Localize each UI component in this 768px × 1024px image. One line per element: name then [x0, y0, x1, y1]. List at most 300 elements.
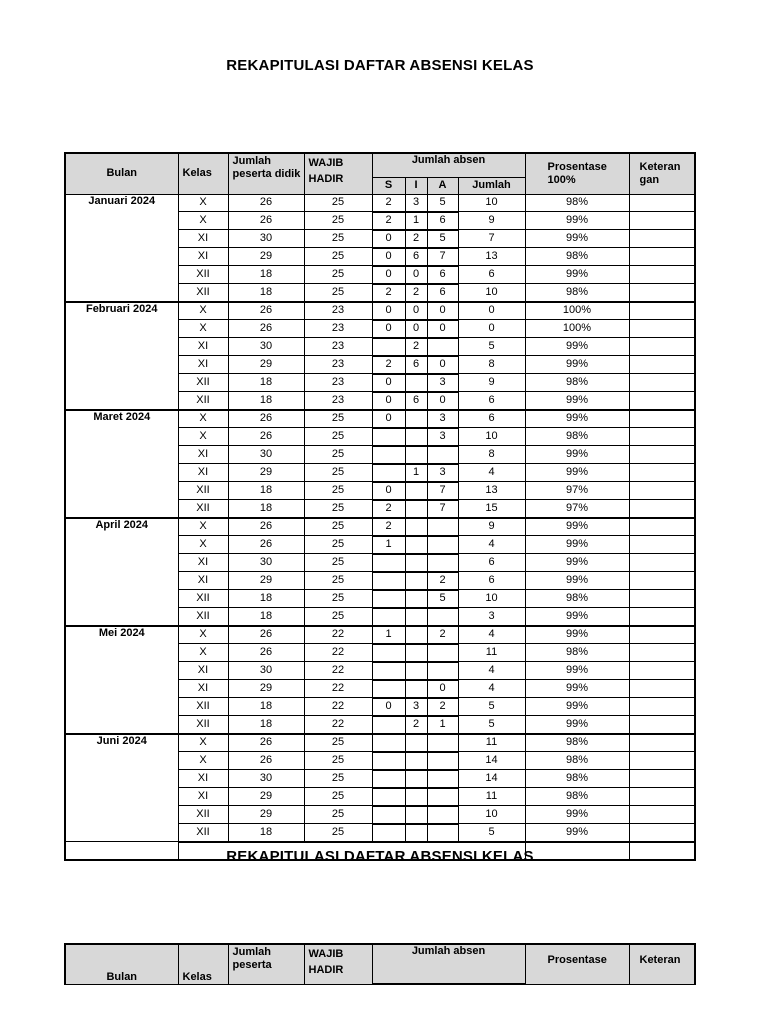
header-a: A [427, 177, 458, 194]
attendance-table [64, 152, 696, 861]
cell-a [427, 644, 458, 662]
cell-wajib: 25 [304, 212, 372, 230]
cell-pros: 99% [525, 338, 629, 356]
cell-pros: 98% [525, 590, 629, 608]
month-label: Mei 2024 [65, 626, 178, 734]
cell-i [405, 410, 427, 428]
cell-pros: 99% [525, 536, 629, 554]
cell-kelas: X [178, 302, 228, 320]
second-table-clip [0, 940, 768, 983]
cell-wajib: 25 [304, 266, 372, 284]
cell-a: 0 [427, 680, 458, 698]
cell-wajib: 23 [304, 374, 372, 392]
cell-s [372, 464, 405, 482]
cell-pros: 99% [525, 662, 629, 680]
cell-kelas: XI [178, 338, 228, 356]
cell-kelas: X [178, 410, 228, 428]
cell-keterangan [629, 788, 695, 806]
cell-a [427, 518, 458, 536]
cell-s: 2 [372, 500, 405, 518]
cell-wajib: 25 [304, 824, 372, 842]
cell-i [405, 770, 427, 788]
cell-s [372, 806, 405, 824]
cell-a: 2 [427, 572, 458, 590]
cell-jumlah: 11 [458, 734, 525, 752]
cell-s [372, 680, 405, 698]
cell-peserta: 30 [228, 338, 304, 356]
cell-pros: 99% [525, 518, 629, 536]
page-title-second: REKAPITULASI DAFTAR ABSENSI KELAS [226, 848, 534, 865]
cell-i [405, 662, 427, 680]
cell-keterangan [629, 302, 695, 320]
cell-pros: 98% [525, 284, 629, 302]
cell-i [405, 518, 427, 536]
cell-i [405, 788, 427, 806]
cell-s: 0 [372, 320, 405, 338]
cell-kelas: XI [178, 230, 228, 248]
cell-wajib: 23 [304, 302, 372, 320]
cell-kelas: XII [178, 590, 228, 608]
cell-peserta: 18 [228, 284, 304, 302]
cell-s [372, 446, 405, 464]
cell-kelas: XII [178, 698, 228, 716]
cell-jumlah: 4 [458, 464, 525, 482]
cell-wajib: 25 [304, 806, 372, 824]
cell-jumlah: 0 [458, 302, 525, 320]
cell-a: 3 [427, 428, 458, 446]
cell-a: 5 [427, 194, 458, 212]
cell-a: 0 [427, 392, 458, 410]
cell-jumlah: 4 [458, 662, 525, 680]
cell-pros: 98% [525, 752, 629, 770]
cell-kelas: X [178, 194, 228, 212]
cell-peserta: 26 [228, 320, 304, 338]
cell-kelas: X [178, 536, 228, 554]
cell-peserta: 29 [228, 788, 304, 806]
cell-peserta: 18 [228, 698, 304, 716]
cell-wajib: 25 [304, 554, 372, 572]
cell-jumlah: 6 [458, 572, 525, 590]
cell-keterangan [629, 248, 695, 266]
header-prosentase: Prosentase [525, 944, 629, 984]
cell-kelas: XII [178, 374, 228, 392]
month-label: April 2024 [65, 518, 178, 626]
cell-wajib: 25 [304, 788, 372, 806]
cell-keterangan [629, 374, 695, 392]
cell-pros: 99% [525, 554, 629, 572]
header-jumlah: Jumlah [458, 177, 525, 194]
cell-pros: 99% [525, 698, 629, 716]
cell-a [427, 338, 458, 356]
cell-a [427, 608, 458, 626]
cell-jumlah: 10 [458, 590, 525, 608]
cell-wajib: 22 [304, 680, 372, 698]
cell-i [405, 374, 427, 392]
cell-wajib: 25 [304, 428, 372, 446]
cell-i [405, 644, 427, 662]
cell-wajib: 25 [304, 482, 372, 500]
cell-jumlah: 4 [458, 536, 525, 554]
cell-keterangan [629, 266, 695, 284]
month-label: Januari 2024 [65, 194, 178, 302]
cell-wajib: 25 [304, 194, 372, 212]
cell-pros: 99% [525, 230, 629, 248]
cell-wajib: 25 [304, 230, 372, 248]
cell-kelas: X [178, 734, 228, 752]
cell-a [427, 752, 458, 770]
cell-kelas: XI [178, 788, 228, 806]
cell-kelas: XII [178, 716, 228, 734]
cell-s [372, 608, 405, 626]
cell-wajib: 25 [304, 500, 372, 518]
header-wajib-hadir: WAJIB HADIR [304, 944, 372, 984]
cell-jumlah: 0 [458, 320, 525, 338]
cell-wajib: 23 [304, 356, 372, 374]
cell-peserta: 30 [228, 554, 304, 572]
cell-wajib: 23 [304, 338, 372, 356]
cell-s: 2 [372, 212, 405, 230]
cell-a: 2 [427, 698, 458, 716]
cell-wajib: 25 [304, 590, 372, 608]
cell-pros: 99% [525, 806, 629, 824]
cell-peserta: 26 [228, 428, 304, 446]
cell-keterangan [629, 446, 695, 464]
cell-keterangan [629, 482, 695, 500]
cell-peserta: 26 [228, 302, 304, 320]
cell-keterangan [629, 716, 695, 734]
cell-peserta: 26 [228, 644, 304, 662]
cell-s: 0 [372, 248, 405, 266]
cell-peserta: 29 [228, 806, 304, 824]
cell-wajib: 22 [304, 698, 372, 716]
cell-i: 3 [405, 698, 427, 716]
cell-wajib: 25 [304, 518, 372, 536]
table-row [65, 194, 695, 212]
cell-pros: 99% [525, 626, 629, 644]
cell-i [405, 572, 427, 590]
cell-i [405, 734, 427, 752]
cell-kelas: X [178, 644, 228, 662]
cell-jumlah: 6 [458, 392, 525, 410]
cell-pros: 99% [525, 824, 629, 842]
cell-wajib: 25 [304, 536, 372, 554]
cell-s [372, 338, 405, 356]
cell-peserta: 29 [228, 356, 304, 374]
cell-jumlah: 5 [458, 716, 525, 734]
header-i: I [405, 177, 427, 194]
table-row [65, 626, 695, 644]
cell-jumlah: 5 [458, 698, 525, 716]
cell-pros: 99% [525, 716, 629, 734]
cell-i: 0 [405, 320, 427, 338]
cell-wajib: 25 [304, 464, 372, 482]
cell-jumlah: 9 [458, 212, 525, 230]
cell-s: 0 [372, 302, 405, 320]
cell-a [427, 770, 458, 788]
header-bulan: Bulan [65, 944, 178, 984]
cell-peserta: 26 [228, 536, 304, 554]
cell-a: 1 [427, 716, 458, 734]
cell-keterangan [629, 356, 695, 374]
cell-a [427, 806, 458, 824]
cell-jumlah: 5 [458, 338, 525, 356]
header-jumlah-peserta: Jumlah peserta didik [228, 153, 304, 194]
cell-kelas: XI [178, 356, 228, 374]
cell-jumlah: 14 [458, 752, 525, 770]
cell-pros: 100% [525, 320, 629, 338]
cell-keterangan [629, 734, 695, 752]
cell-pros: 99% [525, 212, 629, 230]
cell-i: 2 [405, 338, 427, 356]
cell-kelas: XI [178, 770, 228, 788]
cell-peserta: 26 [228, 626, 304, 644]
cell-kelas: X [178, 518, 228, 536]
cell-peserta: 29 [228, 680, 304, 698]
header-jumlah-absen: Jumlah absen [372, 944, 525, 984]
cell-wajib: 25 [304, 734, 372, 752]
cell-pros: 98% [525, 788, 629, 806]
cell-peserta: 26 [228, 212, 304, 230]
cell-i: 6 [405, 248, 427, 266]
cell-pros: 99% [525, 392, 629, 410]
cell-s: 0 [372, 698, 405, 716]
cell-keterangan [629, 194, 695, 212]
cell-pros: 97% [525, 500, 629, 518]
cell-keterangan [629, 626, 695, 644]
month-label: Februari 2024 [65, 302, 178, 410]
cell-i [405, 428, 427, 446]
cell-jumlah: 6 [458, 266, 525, 284]
attendance-table-second [64, 943, 696, 985]
cell-kelas: XI [178, 680, 228, 698]
cell-keterangan [629, 212, 695, 230]
cell-keterangan [629, 662, 695, 680]
cell-pros: 97% [525, 482, 629, 500]
cell-keterangan [629, 698, 695, 716]
cell-jumlah: 9 [458, 518, 525, 536]
table-row [65, 410, 695, 428]
cell-i: 2 [405, 716, 427, 734]
cell-a: 5 [427, 230, 458, 248]
cell-peserta: 18 [228, 608, 304, 626]
cell-keterangan [629, 500, 695, 518]
cell-peserta: 18 [228, 392, 304, 410]
cell-keterangan [629, 752, 695, 770]
cell-a: 5 [427, 590, 458, 608]
cell-pros: 98% [525, 644, 629, 662]
header-s: S [372, 177, 405, 194]
cell-peserta: 26 [228, 410, 304, 428]
cell-a: 3 [427, 410, 458, 428]
cell-kelas: X [178, 428, 228, 446]
cell-wajib: 25 [304, 410, 372, 428]
cell-peserta: 26 [228, 734, 304, 752]
cell-kelas: XII [178, 482, 228, 500]
cell-a: 6 [427, 212, 458, 230]
cell-i [405, 752, 427, 770]
cell-s [372, 824, 405, 842]
cell-s: 0 [372, 266, 405, 284]
cell-keterangan [629, 392, 695, 410]
cell-pros: 99% [525, 680, 629, 698]
cell-jumlah: 3 [458, 608, 525, 626]
cell-a: 2 [427, 626, 458, 644]
cell-keterangan [629, 680, 695, 698]
cell-keterangan [629, 608, 695, 626]
table-row [65, 518, 695, 536]
cell-jumlah: 15 [458, 500, 525, 518]
cell-wajib: 23 [304, 392, 372, 410]
cell-pros: 99% [525, 356, 629, 374]
cell-i [405, 500, 427, 518]
cell-i: 6 [405, 356, 427, 374]
cell-jumlah: 11 [458, 644, 525, 662]
cell-s: 0 [372, 230, 405, 248]
header-bulan: Bulan [65, 153, 178, 194]
cell-a [427, 554, 458, 572]
cell-jumlah: 8 [458, 446, 525, 464]
cell-wajib: 25 [304, 446, 372, 464]
cell-wajib: 25 [304, 284, 372, 302]
header-kelas: Kelas [178, 944, 228, 984]
cell-jumlah: 7 [458, 230, 525, 248]
cell-keterangan [629, 338, 695, 356]
cell-keterangan [629, 428, 695, 446]
cell-jumlah: 5 [458, 824, 525, 842]
cell-a: 6 [427, 266, 458, 284]
table-row [65, 302, 695, 320]
cell-kelas: X [178, 752, 228, 770]
header-jumlah-peserta: Jumlah peserta [228, 944, 304, 984]
cell-peserta: 30 [228, 662, 304, 680]
cell-keterangan [629, 554, 695, 572]
cell-keterangan [629, 230, 695, 248]
cell-i [405, 626, 427, 644]
cell-s [372, 554, 405, 572]
cell-wajib: 22 [304, 662, 372, 680]
cell-peserta: 18 [228, 266, 304, 284]
cell-wajib: 22 [304, 644, 372, 662]
cell-a [427, 536, 458, 554]
cell-jumlah: 10 [458, 428, 525, 446]
cell-kelas: XI [178, 662, 228, 680]
cell-i [405, 608, 427, 626]
month-label: Maret 2024 [65, 410, 178, 518]
cell-a [427, 788, 458, 806]
cell-pros: 99% [525, 608, 629, 626]
cell-jumlah: 13 [458, 482, 525, 500]
cell-s [372, 590, 405, 608]
cell-pros: 98% [525, 428, 629, 446]
header-kelas: Kelas [178, 153, 228, 194]
cell-peserta: 18 [228, 590, 304, 608]
cell-a [427, 662, 458, 680]
header-keterangan: Keteran gan [629, 153, 695, 194]
cell-wajib: 25 [304, 608, 372, 626]
cell-pros: 98% [525, 374, 629, 392]
cell-s: 1 [372, 536, 405, 554]
cell-jumlah: 13 [458, 248, 525, 266]
cell-s [372, 428, 405, 446]
cell-a: 0 [427, 302, 458, 320]
cell-i: 1 [405, 464, 427, 482]
cell-i [405, 590, 427, 608]
cell-i [405, 680, 427, 698]
cell-a: 6 [427, 284, 458, 302]
header-keterangan: Keteran [629, 944, 695, 984]
month-label: Juni 2024 [65, 734, 178, 842]
cell-jumlah: 4 [458, 680, 525, 698]
cell-keterangan [629, 644, 695, 662]
cell-peserta: 18 [228, 374, 304, 392]
cell-keterangan [629, 518, 695, 536]
cell-jumlah: 6 [458, 554, 525, 572]
cell-kelas: XI [178, 446, 228, 464]
cell-peserta: 26 [228, 752, 304, 770]
cell-keterangan [629, 572, 695, 590]
cell-wajib: 23 [304, 320, 372, 338]
cell-s [372, 752, 405, 770]
cell-peserta: 30 [228, 446, 304, 464]
cell-peserta: 30 [228, 770, 304, 788]
cell-i [405, 554, 427, 572]
cell-s: 0 [372, 392, 405, 410]
cell-pros: 100% [525, 302, 629, 320]
cell-kelas: XI [178, 554, 228, 572]
cell-i: 0 [405, 302, 427, 320]
cell-pros: 99% [525, 410, 629, 428]
cell-jumlah: 14 [458, 770, 525, 788]
cell-kelas: X [178, 626, 228, 644]
cell-kelas: XII [178, 266, 228, 284]
cell-a: 0 [427, 356, 458, 374]
cell-i: 6 [405, 392, 427, 410]
cell-kelas: XI [178, 248, 228, 266]
cell-wajib: 25 [304, 752, 372, 770]
cell-a: 0 [427, 320, 458, 338]
header-prosentase: Prosentase 100% [525, 153, 629, 194]
cell-i [405, 446, 427, 464]
cell-pros: 98% [525, 734, 629, 752]
cell-jumlah: 4 [458, 626, 525, 644]
cell-i: 2 [405, 284, 427, 302]
cell-i [405, 824, 427, 842]
cell-a [427, 824, 458, 842]
page-title: REKAPITULASI DAFTAR ABSENSI KELAS [226, 57, 534, 74]
cell-peserta: 26 [228, 194, 304, 212]
cell-s [372, 788, 405, 806]
cell-peserta: 18 [228, 824, 304, 842]
cell-kelas: XII [178, 500, 228, 518]
cell-jumlah: 11 [458, 788, 525, 806]
cell-i [405, 482, 427, 500]
cell-s: 2 [372, 518, 405, 536]
cell-jumlah: 10 [458, 806, 525, 824]
cell-pros: 98% [525, 194, 629, 212]
cell-i: 2 [405, 230, 427, 248]
cell-s: 1 [372, 626, 405, 644]
cell-wajib: 25 [304, 770, 372, 788]
cell-s [372, 644, 405, 662]
cell-s: 0 [372, 374, 405, 392]
cell-jumlah: 10 [458, 284, 525, 302]
cell-i [405, 806, 427, 824]
cell-i: 3 [405, 194, 427, 212]
cell-s: 2 [372, 284, 405, 302]
cell-jumlah: 6 [458, 410, 525, 428]
cell-kelas: XII [178, 806, 228, 824]
cell-s: 0 [372, 482, 405, 500]
